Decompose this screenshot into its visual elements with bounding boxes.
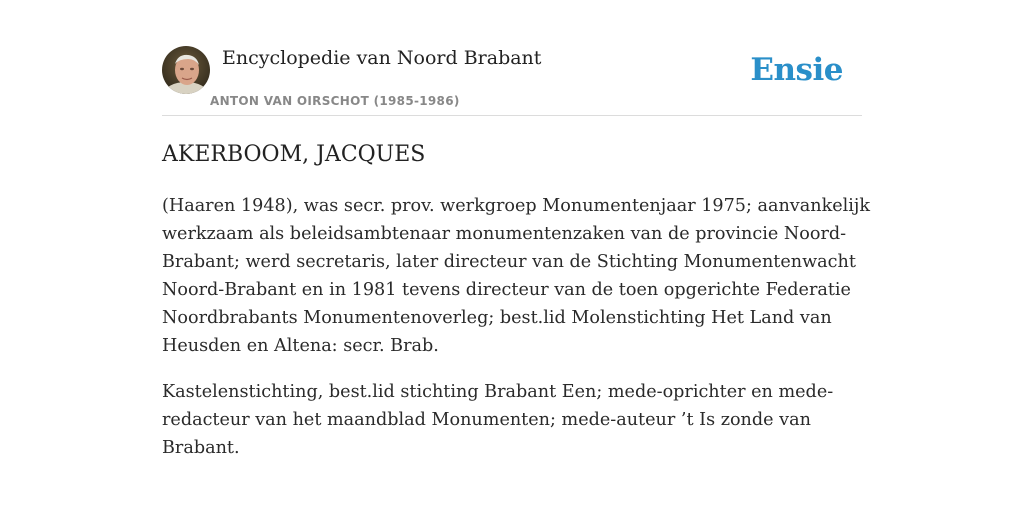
author-avatar[interactable] bbox=[162, 46, 210, 94]
article-header bbox=[162, 0, 862, 116]
ensie-logo-link[interactable]: Ensie bbox=[750, 52, 843, 88]
entry-paragraph-1: (Haaren 1948), was secr. prov. werkgroep Monumentenjaar 1975; aanvankelijk werkzaam als beleidsambtenaar monumentenzaken van de provincie Noord-Brabant; werd secretaris, later directeur van de Stichting Monumentenwacht Noord-Brabant en in 1981 tevens directeur van de toen opgerichte Federatie Noordbrabants Monumentenoverleg; best.lid Molenstichting Het Land van Heusden en Altena: secr. Brab. bbox=[162, 196, 871, 356]
author-credit: ANTON VAN OIRSCHOT (1985-1986) bbox=[210, 94, 460, 108]
entry-paragraph-2: Kastelenstichting, best.lid stichting Brabant Een; mede-oprichter en mede-redacteur van het maandblad Monumenten; mede-auteur ’t Is zonde van Brabant. bbox=[162, 382, 834, 458]
author-portrait-icon bbox=[162, 46, 210, 94]
article-container bbox=[162, 0, 871, 458]
source-title-link[interactable]: Encyclopedie van Noord Brabant bbox=[222, 47, 542, 69]
entry-title: AKERBOOM, JACQUES bbox=[162, 142, 426, 167]
